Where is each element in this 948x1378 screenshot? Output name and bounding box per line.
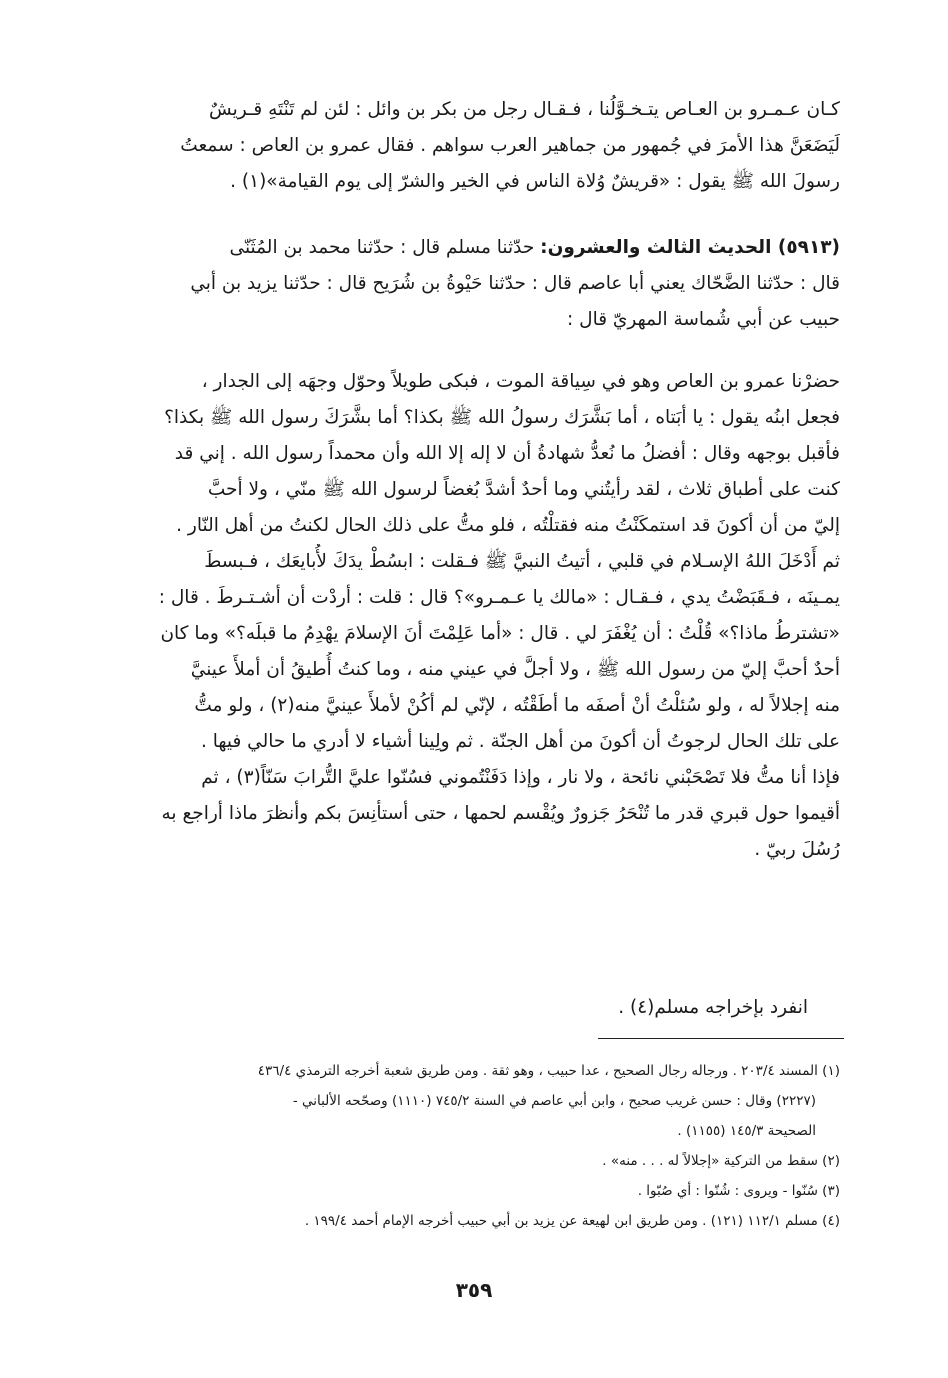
- text-line: فأقبل بوجهه وقال : أفضلُ ما نُعدُّ شهادةُ أن لا إله إلا الله وأن محمداً رسول الله . إني قد: [174, 443, 840, 464]
- text-line: إليّ من أن أكونَ قد استمكَنْتُ منه فقتلْتُه ، فلو متُّ على ذلك الحال لكنتُ من أهل النّار .: [176, 515, 840, 536]
- text-line: لَيَضَعَنَّ هذا الأمرَ في جُمهور من جماهير العرب سواهم . فقال عمرو بن العاص : سمعتُ: [180, 135, 840, 156]
- text-line: ثم أَدْخَلَ اللهُ الإسـلام في قلبي ، أتيتُ النبيَّ ﷺ فـقلت : ابسُطْ يدَكَ لأُبايعَك ، فـبسطَ: [204, 551, 840, 572]
- footnote-line: (٢٢٢٧) وقال : حسن غريب صحيح ، وابن أبي عاصم في السنة ٧٤٥/٢ (١١١٠) وصحّحه الألباني -: [292, 1093, 816, 1109]
- text-line: قال : حدّثنا الضَّحّاك يعني أبا عاصم قال : حدّثنا حَيْوةُ بن شُرَيح قال : حدّثنا يزيد بن أبي: [190, 273, 840, 294]
- hadith-heading-line: [104, 230, 840, 266]
- text-line: كنت على أطباق ثلاث ، لقد رأيتُني وما أحدٌ أشدَّ بُغضاً لرسول الله ﷺ منّي ، ولا أحبَّ: [207, 479, 840, 500]
- footnote-line: (١) المسند ٢٠٣/٤ . ورجاله رجال الصحيح ، عدا حبيب ، وهو ثقة . ومن طريق شعبة أخرجه الترمذي ٤٣٦/٤: [257, 1063, 840, 1079]
- text-line: منه إجلالاً له ، ولو سُئلْتُ أنْ أصفَه ما أطَقْتُه ، لإنّي لم أكُنْ لأملأَ عينيَّ منه(٢) ، ولو متُّ: [194, 695, 840, 716]
- hadith-heading: (٥٩١٣) الحديث الثالث والعشرون:: [540, 237, 840, 258]
- text-line: أحدٌ أحبَّ إليّ من رسول الله ﷺ ، ولا أجلَّ في عيني منه ، وما كنتُ أُطيقُ أن أملأَ عينيَّ: [190, 659, 840, 680]
- closing-note: انفرد بإخراجه مسلم(٤) .: [618, 997, 808, 1018]
- text-line: «تشترطُ ماذا؟» قُلْتُ : أن يُغْفَرَ لي . قال : «أما عَلِمْتَ أنَ الإسلامَ يهْدِمُ ما قبلَه؟» وما كان: [160, 623, 840, 644]
- text-line: رسولَ الله ﷺ يقول : «قريشٌ وُلاة الناس في الخير والشرّ إلى يوم القيامة»(١) .: [230, 171, 840, 192]
- paragraph-opening: [104, 92, 840, 200]
- footnotes: [104, 1056, 840, 1236]
- footnote-line: (٣) سُنّوا - ويروى : شُنّوا : أي صُبّوا .: [637, 1183, 840, 1199]
- text-line: حدّثنا مسلم قال : حدّثنا محمد بن المُثَنّى: [229, 237, 535, 258]
- footnote-line: (٢) سقط من التركية «إجلالاً له . . . منه» .: [602, 1153, 840, 1169]
- paragraph-matn: [104, 364, 840, 868]
- text-line: فجعل ابنُه يقول : يا أبَتاه ، أما بَشَّرَك رسولُ الله ﷺ بكذا؟ أما بشَّرَكَ رسول الله ﷺ بكذا؟: [164, 407, 840, 428]
- page-number: ٣٥٩: [455, 1278, 493, 1302]
- footnote-line: (٤) مسلم ١١٢/١ (١٢١) . ومن طريق ابن لهيعة عن يزيد بن أبي حبيب أخرجه الإمام أحمد ١٩٩/٤ .: [304, 1213, 840, 1229]
- text-line: كـان عـمـرو بن العـاص يتـخـوَّلُنا ، فـقـال رجل من بكر بن وائل : لئن لم تَنْتَهِ قـريشٌ: [209, 99, 840, 120]
- footnote-line: الصحيحة ١٤٥/٣ (١١٥٥) .: [677, 1123, 816, 1139]
- text-line: رُسُلَ ربيّ .: [754, 839, 840, 860]
- footnote-divider: [598, 1038, 844, 1039]
- text-line: حضرْنا عمرو بن العاص وهو في سِياقة الموت ، فبكى طويلاً وحوّل وجهَه إلى الجدار ،: [201, 371, 840, 392]
- text-line: حبيب عن أبي شُماسة المهريّ قال :: [567, 309, 840, 330]
- text-line: فإذا أنا متُّ فلا تَصْحَبْني نائحة ، ولا نار ، وإذا دَفَنْتُموني فسُنّوا عليَّ التُّرابَ سَنّاً(٣) ، ثم: [201, 767, 840, 788]
- paragraph-isnad: [104, 230, 840, 338]
- text-line: يمـينَه ، فـقَبَضْتُ يدي ، فـقـال : «مالك يا عـمـرو»؟ قال : قلت : أردْت أن أشـتـرطَ . قال :: [158, 587, 840, 608]
- text-line: أقيموا حول قبري قدر ما تُنْحَرُ جَزورٌ ويُقْسم لحمها ، حتى أستأنِسَ بكم وأنظرَ ماذا أراجع به: [161, 803, 840, 824]
- text-line: على تلك الحال لرجوتُ أن أكونَ من أهل الجنّة . ثم ولِينا أشياء لا أدري ما حالي فيها .: [200, 731, 840, 752]
